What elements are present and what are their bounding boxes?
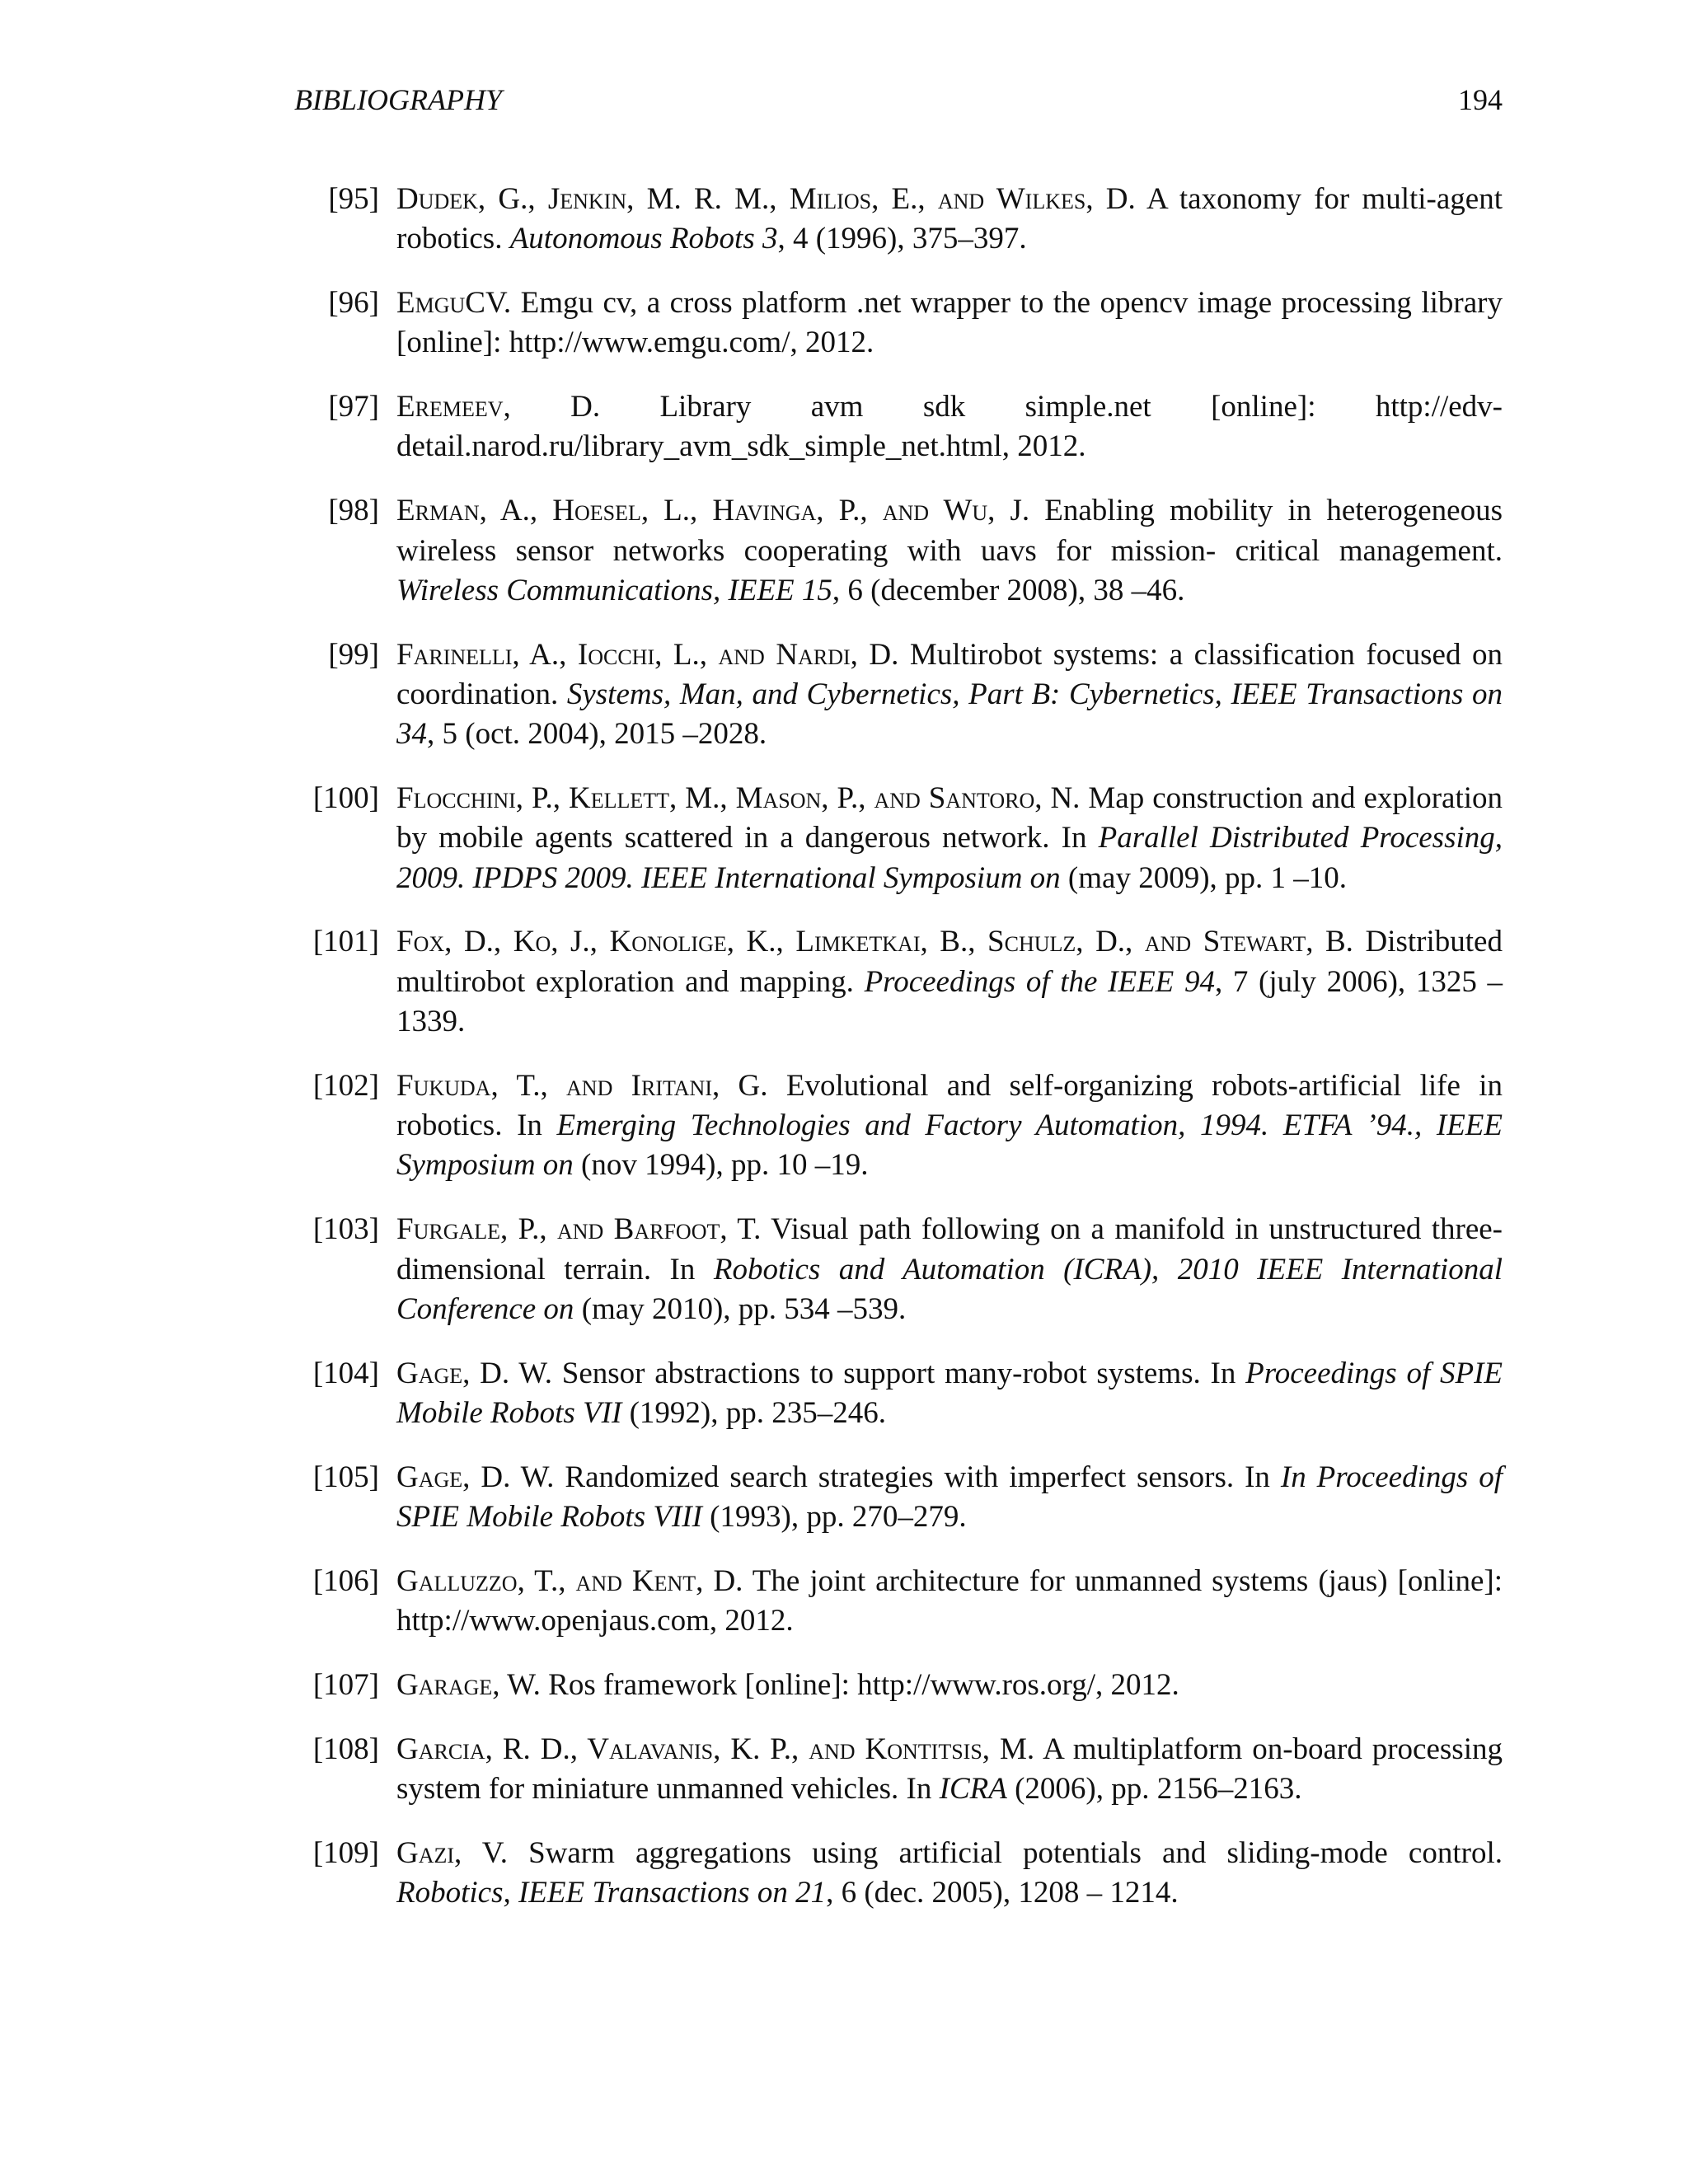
reference-segment: , 7 (july 2006), 1325 –1339.	[396, 964, 1503, 1039]
reference-entry	[293, 1562, 1503, 1642]
reference-authors: Garage, W.	[396, 1667, 541, 1702]
running-header	[294, 81, 1503, 119]
reference-number: [109]	[312, 1835, 379, 1870]
reference-list	[293, 180, 1503, 1938]
reference-segment: (may 2010), pp. 534 –539.	[574, 1291, 907, 1326]
reference-text	[396, 635, 1503, 755]
reference-number: [103]	[312, 1212, 379, 1247]
reference-entry	[293, 387, 1503, 467]
reference-number: [105]	[312, 1460, 379, 1494]
reference-authors: Furgale, P., and Barfoot, T.	[396, 1212, 762, 1247]
reference-venue: Autonomous Robots 3	[509, 222, 778, 256]
reference-segment: Distributed multirobot exploration and mapping.	[396, 925, 1503, 999]
reference-segment: Sensor abstractions to support many-robot systems. In	[552, 1356, 1246, 1390]
reference-text	[396, 1458, 1503, 1538]
reference-segment: (may 2009), pp. 1 –10.	[1060, 860, 1348, 895]
reference-text	[396, 387, 1503, 467]
reference-venue: Emerging Technologies and Factory Automation, 1994. ETFA ’94., IEEE Symposium on	[396, 1108, 1503, 1183]
reference-authors: Farinelli, A., Iocchi, L., and Nardi, D.	[396, 637, 899, 672]
reference-authors: Gazi, V.	[396, 1835, 508, 1870]
reference-venue: Wireless Communications, IEEE 15	[396, 573, 832, 607]
reference-authors: Garcia, R. D., Valavanis, K. P., and Kontitsis, M.	[396, 1732, 1035, 1766]
reference-number: [96]	[328, 286, 379, 321]
reference-entry	[293, 180, 1503, 260]
reference-authors: Gage, D. W.	[396, 1356, 552, 1390]
reference-text	[396, 1562, 1503, 1642]
reference-text	[396, 1354, 1503, 1434]
reference-segment: Visual path following on a manifold in unstructured three-dimensional terrain. In	[396, 1212, 1503, 1286]
reference-entry	[293, 922, 1503, 1042]
reference-segment: , 6 (december 2008), 38 –46.	[832, 573, 1185, 607]
reference-text	[396, 922, 1503, 1042]
reference-entry	[293, 1210, 1503, 1329]
reference-segment: (2006), pp. 2156–2163.	[1006, 1772, 1302, 1806]
reference-segment: , 6 (dec. 2005), 1208 – 1214.	[826, 1876, 1179, 1910]
reference-number: [106]	[312, 1563, 379, 1598]
reference-authors: Erman, A., Hoesel, L., Havinga, P., and Wu, J.	[396, 494, 1030, 528]
reference-entry	[293, 779, 1503, 898]
reference-venue: Proceedings of SPIE Mobile Robots VII	[396, 1356, 1503, 1430]
reference-venue: In Proceedings of SPIE Mobile Robots VIII	[396, 1460, 1503, 1535]
reference-venue: Parallel Distributed Processing, 2009. IPDPS 2009. IEEE International Symposium on	[396, 821, 1503, 895]
reference-entry	[293, 1354, 1503, 1434]
reference-number: [98]	[328, 494, 379, 528]
reference-text	[396, 1066, 1503, 1186]
reference-segment: Ros framework [online]: http://www.ros.org/, 2012.	[540, 1667, 1179, 1702]
reference-venue: Systems, Man, and Cybernetics, Part B: Cybernetics, IEEE Transactions on 34	[396, 677, 1503, 752]
reference-venue: ICRA	[939, 1772, 1007, 1806]
reference-venue: Proceedings of the IEEE 94	[864, 964, 1215, 999]
reference-authors: Galluzzo, T., and Kent, D.	[396, 1563, 743, 1598]
reference-segment: (1992), pp. 235–246.	[621, 1395, 886, 1430]
reference-segment: (1993), pp. 270–279.	[701, 1500, 967, 1535]
running-title: BIBLIOGRAPHY	[294, 83, 502, 116]
reference-authors: Dudek, G., Jenkin, M. R. M., Milios, E., and Wilkes, D.	[396, 182, 1136, 216]
reference-entry	[293, 1730, 1503, 1810]
page-number: 194	[1458, 83, 1503, 116]
reference-text	[396, 1834, 1503, 1914]
reference-segment: Evolutional and self-organizing robots-artificial life in robotics. In	[396, 1068, 1503, 1143]
reference-text	[396, 779, 1503, 898]
reference-segment: Multirobot systems: a classification focused on coordination.	[396, 637, 1503, 711]
reference-venue: Robotics and Automation (ICRA), 2010 IEEE International Conference on	[396, 1252, 1503, 1326]
reference-segment: Randomized search strategies with imperfect sensors. In	[554, 1460, 1281, 1494]
reference-authors: EmguCV.	[396, 286, 512, 321]
reference-authors: Fukuda, T., and Iritani, G.	[396, 1068, 768, 1103]
reference-entry	[293, 491, 1503, 611]
reference-number: [97]	[328, 390, 379, 424]
reference-text	[396, 1666, 1503, 1705]
reference-entry	[293, 1066, 1503, 1186]
reference-segment: A taxonomy for multi-agent robotics.	[396, 182, 1503, 256]
reference-segment: Library avm sdk simple.net [online]: http://edv-detail.narod.ru/library_avm_sdk_simple_net.html, 2012.	[396, 390, 1503, 464]
reference-entry	[293, 284, 1503, 363]
reference-number: [99]	[328, 637, 379, 672]
reference-text	[396, 284, 1503, 363]
reference-venue: Robotics, IEEE Transactions on 21	[396, 1876, 827, 1910]
reference-segment: , 4 (1996), 375–397.	[777, 222, 1027, 256]
reference-authors: Gage, D. W.	[396, 1460, 555, 1494]
reference-number: [95]	[328, 182, 379, 216]
reference-entry	[293, 1458, 1503, 1538]
reference-segment: (nov 1994), pp. 10 –19.	[573, 1148, 869, 1183]
reference-number: [101]	[312, 925, 379, 959]
reference-number: [107]	[312, 1667, 379, 1702]
reference-segment: Enabling mobility in heterogeneous wireless sensor networks cooperating with uavs for mission- critical management.	[396, 494, 1503, 568]
reference-text	[396, 1730, 1503, 1810]
reference-segment: The joint architecture for unmanned systems (jaus) [online]: http://www.openjaus.com, 2012.	[396, 1563, 1503, 1638]
reference-authors: Flocchini, P., Kellett, M., Mason, P., and Santoro, N.	[396, 781, 1081, 816]
reference-segment: Map construction and exploration by mobile agents scattered in a dangerous network. In	[396, 781, 1503, 855]
reference-number: [102]	[312, 1068, 379, 1103]
reference-entry	[293, 635, 1503, 755]
reference-authors: Fox, D., Ko, J., Konolige, K., Limketkai, B., Schulz, D., and Stewart, B.	[396, 925, 1353, 959]
reference-number: [100]	[312, 781, 379, 816]
reference-segment: Emgu cv, a cross platform .net wrapper to the opencv image processing library [online]: http://www.emgu.com/, 2012.	[396, 286, 1503, 360]
reference-segment: A multiplatform on-board processing system for miniature unmanned vehicles. In	[396, 1732, 1503, 1806]
reference-entry	[293, 1834, 1503, 1914]
reference-authors: Eremeev, D.	[396, 390, 601, 424]
reference-entry	[293, 1666, 1503, 1705]
reference-segment: Swarm aggregations using artificial potentials and sliding-mode control.	[507, 1835, 1503, 1870]
reference-text	[396, 1210, 1503, 1329]
reference-number: [108]	[312, 1732, 379, 1766]
reference-text	[396, 491, 1503, 611]
reference-segment: , 5 (oct. 2004), 2015 –2028.	[427, 717, 767, 752]
reference-text	[396, 180, 1503, 260]
reference-number: [104]	[312, 1356, 379, 1390]
